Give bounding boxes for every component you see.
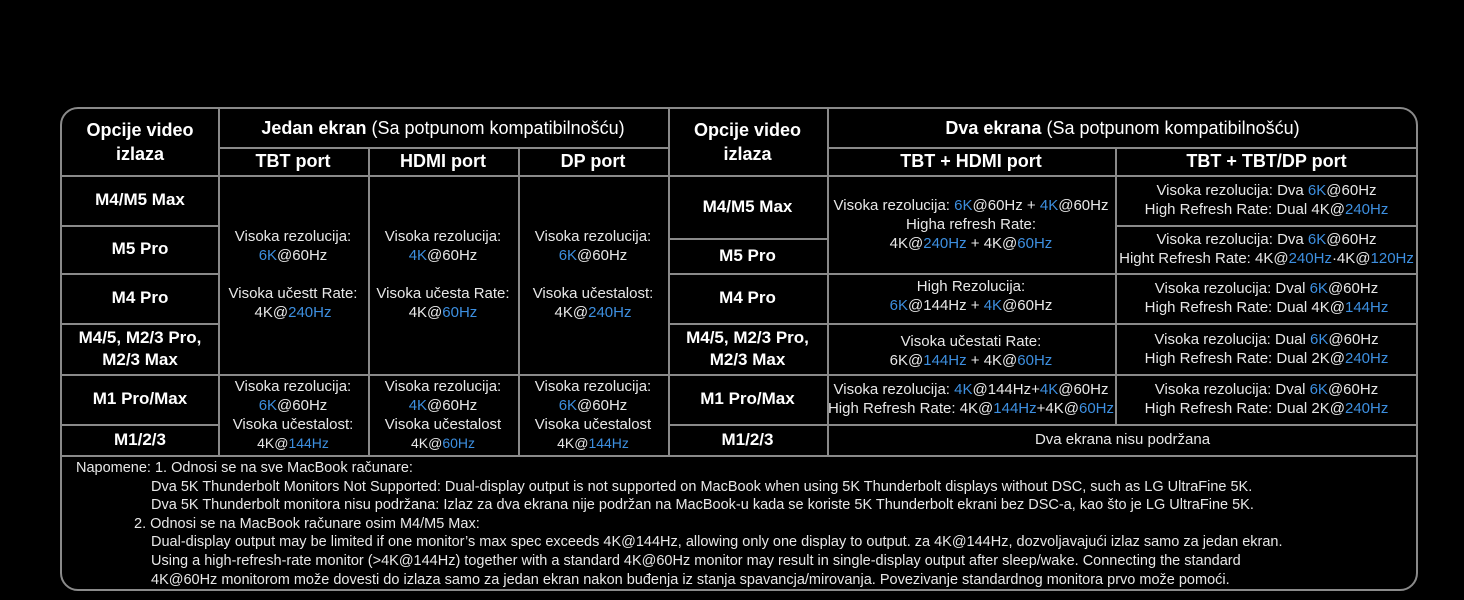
row-label-m4m5max [62, 175, 220, 227]
cell-text: Visoka rezolucija: [534, 228, 652, 245]
row-label-m2m3 [62, 323, 220, 376]
cell-text: 4K@ [410, 434, 443, 451]
cell-text: @60Hz [1327, 280, 1379, 297]
single-option-header [62, 109, 220, 177]
dual-tbt-cell-r5 [1115, 374, 1418, 426]
single-tbt-cell-b [218, 374, 370, 457]
cell-text: +4K@ [1036, 400, 1079, 417]
cell-text: @60Hz [1002, 297, 1053, 314]
cell-text: Visoka učesta Rate: [376, 285, 510, 302]
cell-text: @60Hz [427, 396, 478, 414]
cell-highlight: 6K [954, 196, 973, 214]
cell-highlight: 144Hz [288, 434, 329, 451]
note-line: Using a high-refresh-rate monitor (>4K@144Hz) together with a standard 4K@60Hz monitor may result in single-display output after sleep/wake. Connecting the standard [151, 552, 1241, 569]
row-label-text: M1/2/3 [721, 429, 774, 449]
cell-text: High Refresh Rate: 4K@ [827, 400, 994, 417]
dual-row-label-m123 [668, 424, 829, 457]
cell-highlight: 240Hz [1344, 400, 1389, 417]
row-label-m5pro [62, 225, 220, 275]
cell-highlight: 4K [983, 297, 1003, 314]
cell-highlight: 60Hz [1017, 234, 1053, 252]
cell-highlight: 6K [1307, 231, 1327, 248]
row-label-text: M1 Pro/Max [700, 389, 795, 408]
cell-highlight: 6K [558, 396, 578, 414]
cell-text: Visoka učestalost [384, 415, 502, 433]
row-label-text: M4/M5 Max [95, 190, 185, 209]
dual-display-header [827, 109, 1418, 149]
cell-text: Visoka rezolucija: Dva [1156, 231, 1308, 248]
cell-text: Visoka rezolucija: [234, 377, 352, 395]
cell-highlight: 240Hz [288, 304, 332, 321]
cell-highlight: 60Hz [442, 304, 478, 321]
cell-text: @60Hz + [972, 196, 1040, 214]
single-option-header-label: Opcije video izlaza [86, 120, 194, 164]
cell-highlight: 60Hz [1078, 400, 1115, 417]
cell-text: + 4K@ [966, 352, 1018, 369]
row-label-m4pro [62, 273, 220, 325]
cell-text: 4K@ [889, 234, 924, 252]
col-tbt-port [218, 147, 370, 177]
cell-text: Visoka učestalost: [232, 415, 354, 433]
notes-section [62, 455, 1416, 589]
cell-text: Visoka učestalost [534, 415, 652, 433]
col-tbt-port-label: TBT port [255, 151, 331, 171]
cell-text: 4K@ [254, 304, 289, 321]
row-label-text: M4 Pro [111, 288, 169, 307]
cell-text: Visoka rezolucija: Dva [1156, 182, 1308, 199]
single-tbt-cell-a [218, 175, 370, 376]
cell-text: Visoka rezolucija: [534, 377, 652, 395]
note-line: Dva 5K Thunderbolt monitora nisu podržana: Izlaz za dva ekrana nije podržan na MacBook-u kada se koriste 5K Thunderbolt ekrani bez DSC-a, kao što je LG UltraFine 5K. [151, 497, 1254, 514]
cell-text: Visoka učestalost: [532, 285, 654, 302]
cell-highlight: 6K [1307, 182, 1327, 199]
row-label-text: M5 Pro [111, 239, 169, 258]
cell-highlight: 144Hz [923, 352, 967, 369]
dual-tbt-cell-r1 [1115, 175, 1418, 227]
dual-row-label-m5pro [668, 238, 829, 275]
cell-text: Visoka rezolucija: Dval [1154, 381, 1310, 398]
cell-text: @60Hz [577, 247, 628, 264]
cell-highlight: 4K [408, 396, 428, 414]
cell-highlight: 6K [889, 297, 909, 314]
cell-text: 4K@ [408, 304, 443, 321]
cell-text: Visoka rezolucija: [384, 377, 502, 395]
cell-text: @60Hz [1328, 330, 1379, 348]
cell-highlight: 240Hz [1344, 201, 1389, 218]
cell-text: 4K@ [257, 434, 289, 451]
col-tbt-tbtdp-label: TBT + TBT/DP port [1186, 151, 1347, 171]
row-label-text: M4/M5 Max [702, 196, 793, 216]
cell-text: High Refresh Rate: Dual 2K@ [1144, 349, 1345, 367]
note-line: 2. Odnosi se na MacBook računare osim M4/M5 Max: [134, 515, 480, 532]
cell-text: @60Hz [1058, 381, 1109, 398]
cell-highlight: 144Hz [1344, 299, 1389, 316]
dual-row-label-m2m3 [668, 323, 829, 376]
cell-text: + 4K@ [966, 234, 1018, 252]
cell-highlight: 144Hz [993, 400, 1037, 417]
note-line: Napomene: 1. Odnosi se na sve MacBook računare: [76, 460, 413, 476]
note-line: Dva 5K Thunderbolt Monitors Not Supported: Dual-display output is not supported on MacBook when using 5K Thunderbolt displays without DSC, such as LG UltraFine 5K. [151, 478, 1253, 495]
dual-option-header-label: Opcije video izlaza [693, 120, 802, 164]
dual-not-supported-cell [827, 424, 1418, 457]
cell-highlight: 120Hz [1370, 250, 1414, 267]
row-label-m1promax [62, 374, 220, 426]
dual-hdmi-cell-max-pro [827, 175, 1117, 275]
dual-row-label-m4m5max [668, 175, 829, 240]
cell-text: Visoka rezolucija: Dual [1154, 330, 1311, 348]
cell-text: High Refresh Rate: Dual 4K@ [1144, 201, 1345, 218]
cell-highlight: 144Hz [588, 434, 629, 451]
dual-tbt-cell-r2 [1115, 225, 1418, 275]
col-tbt-hdmi-label: TBT + HDMI port [900, 151, 1042, 171]
cell-text: @144Hz+ [972, 381, 1040, 398]
dual-display-title: Dva ekrana [945, 118, 1042, 138]
cell-highlight: 60Hz [1017, 352, 1053, 369]
dual-row-label-m4pro [668, 273, 829, 325]
cell-text: Visoka rezolucija: [234, 228, 352, 245]
cell-text: Visoka učestt Rate: [228, 285, 358, 302]
cell-highlight: 4K [408, 247, 428, 264]
note-line: Dual-display output may be limited if one monitor’s max spec exceeds 4K@144Hz, allowing only one display to output. za 4K@144Hz, dozvoljavajući izlaz samo za jedan ekran. [151, 534, 1283, 551]
single-hdmi-cell-a [368, 175, 520, 376]
dual-hdmi-cell-m1 [827, 374, 1117, 426]
cell-text: ·4K@ [1331, 250, 1371, 267]
dual-tbt-cell-r3 [1115, 273, 1418, 325]
cell-text: 4K@ [554, 304, 589, 321]
cell-text: @144Hz + [908, 297, 984, 314]
dual-row-label-m1promax [668, 374, 829, 426]
dual-hdmi-cell-m4pro [827, 273, 1117, 325]
cell-text: @60Hz [427, 247, 478, 264]
cell-text: High Refresh Rate: Dual 2K@ [1144, 400, 1345, 417]
cell-text: Visoka učestati Rate: [900, 333, 1042, 350]
cell-highlight: 60Hz [442, 434, 476, 451]
cell-text: @60Hz [277, 396, 328, 414]
row-label-text: M4 Pro [719, 288, 776, 307]
single-display-header [218, 109, 670, 149]
dual-option-header [668, 109, 829, 177]
cell-highlight: 6K [1309, 381, 1328, 398]
not-supported-text: Dva ekrana nisu podržana [1034, 431, 1211, 448]
cell-highlight: 6K [1310, 330, 1329, 348]
cell-text: 4K@ [557, 434, 589, 451]
single-display-subtitle: (Sa potpunom kompatibilnošću) [371, 118, 625, 138]
cell-highlight: 6K [258, 247, 278, 264]
cell-highlight: 4K [1039, 381, 1059, 398]
dual-display-subtitle: (Sa potpunom kompatibilnošću) [1046, 118, 1300, 138]
cell-text: High Rezolucija: [916, 278, 1026, 295]
single-hdmi-cell-b [368, 374, 520, 457]
cell-text: @60Hz [1058, 196, 1109, 214]
cell-highlight: 6K [258, 396, 278, 414]
cell-highlight: 240Hz [588, 304, 632, 321]
row-label-text: M4/5, M2/3 Pro, M2/3 Max [686, 327, 809, 369]
cell-text: Visoka rezolucija: [833, 196, 955, 214]
cell-text: Visoka rezolucija: Dval [1154, 280, 1310, 297]
col-tbt-tbtdp-port [1115, 147, 1418, 177]
cell-text: @60Hz [277, 247, 328, 264]
col-tbt-hdmi-port [827, 147, 1117, 177]
dual-hdmi-cell-m2m3 [827, 323, 1117, 376]
row-label-text: M1/2/3 [114, 429, 166, 449]
cell-text: @60Hz [1326, 231, 1377, 248]
col-hdmi-port [368, 147, 520, 177]
row-label-text: M1 Pro/Max [92, 389, 188, 408]
cell-highlight: 4K [1039, 196, 1059, 214]
cell-text: @60Hz [577, 396, 628, 414]
cell-highlight: 240Hz [1344, 349, 1389, 367]
single-dp-cell-b [518, 374, 670, 457]
single-dp-cell-a [518, 175, 670, 376]
row-label-m123 [62, 424, 220, 457]
compatibility-table [60, 107, 1418, 591]
cell-highlight: 6K [1309, 280, 1328, 297]
cell-text: 6K@ [889, 352, 924, 369]
cell-highlight: 4K [954, 381, 973, 398]
cell-highlight: 240Hz [1288, 250, 1332, 267]
cell-highlight: 6K [558, 247, 578, 264]
row-label-text: M5 Pro [719, 245, 776, 265]
col-dp-port-label: DP port [560, 151, 626, 171]
cell-text: Higha refresh Rate: [905, 215, 1037, 233]
cell-highlight: 240Hz [923, 234, 967, 252]
cell-text: Visoka rezolucija: [384, 228, 502, 245]
cell-text: @60Hz [1326, 182, 1377, 199]
single-display-title: Jedan ekran [261, 118, 367, 138]
dual-tbt-cell-r4 [1115, 323, 1418, 376]
cell-text: High Refresh Rate: Dual 4K@ [1144, 299, 1345, 316]
col-hdmi-port-label: HDMI port [400, 151, 486, 171]
note-line: 4K@60Hz monitorom može dovesti do izlaza samo za jedan ekran nakon buđenja iz stanja spavancja/mirovanja. Povezivanje standardnog monitora prvo može pomoći. [151, 571, 1230, 588]
col-dp-port [518, 147, 670, 177]
cell-text: Hight Refresh Rate: 4K@ [1119, 250, 1289, 267]
cell-text: @60Hz [1327, 381, 1379, 398]
cell-text: Visoka rezolucija: [833, 381, 955, 398]
row-label-text: M4/5, M2/3 Pro, M2/3 Max [78, 327, 202, 369]
